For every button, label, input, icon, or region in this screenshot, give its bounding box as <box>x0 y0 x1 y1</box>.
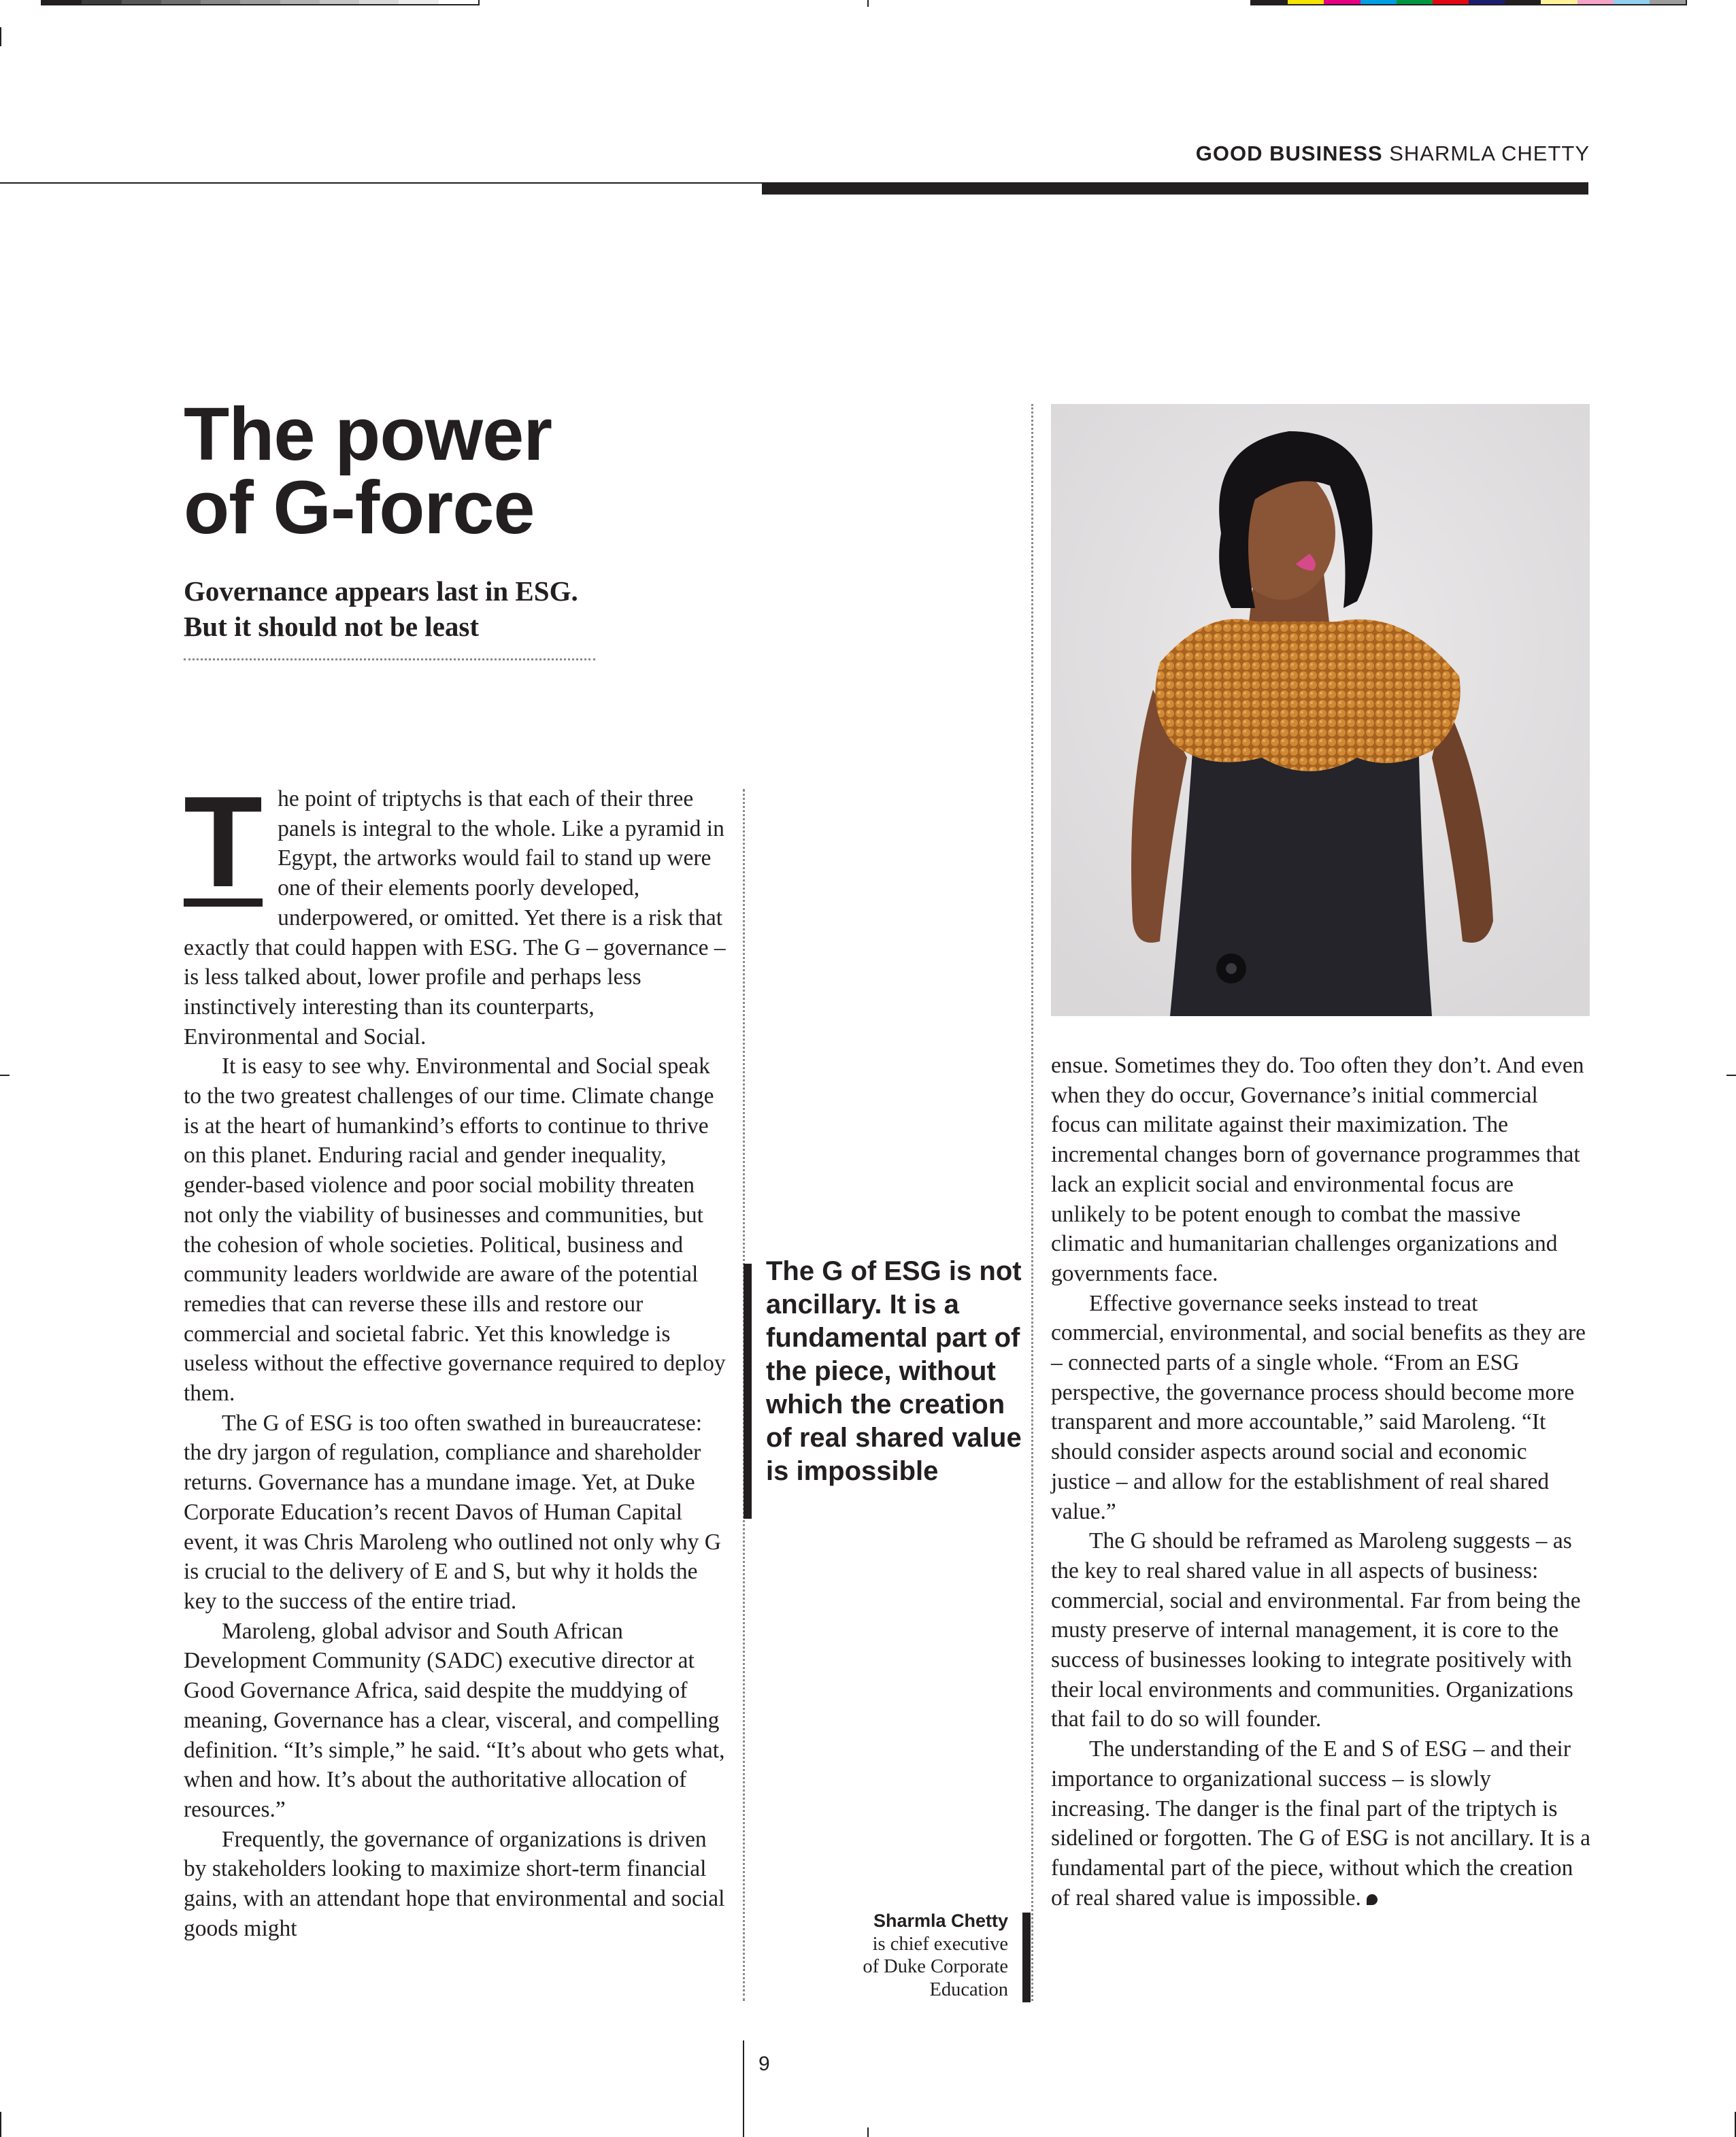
calibration-swatch <box>399 0 438 4</box>
calibration-swatch <box>320 0 359 4</box>
calibration-swatch <box>42 0 82 4</box>
paragraph: It is easy to see why. Environmental and Social speak to the two greatest challenges of our time. Climate change is at the heart of humankind’s efforts to continue to thrive on this planet. Enduring racial and gender inequality, gender-based violence and poor social mobility threaten not only the viability of businesses and communities, but the cohesion of whole societies. Political, business and community leaders worldwide are aware of the potential remedies that can reverse these ills and restore our commercial and societal fabric. Yet this knowledge is useless without the effective governance required to deploy them. <box>184 1054 726 1407</box>
calibration-swatch <box>439 0 478 4</box>
standfirst <box>184 573 619 644</box>
calibration-swatch <box>1324 0 1360 4</box>
paragraph: The G of ESG is too often swathed in bureaucratese: the dry jargon of regulation, compliance and shareholder returns. Governance has a mundane image. Yet, at Duke Corporate Education’s recent Davos of Human Capital event, it was Chris Maroleng who outlined not only why G is crucial to the delivery of E and S, but why it holds the key to the success of the entire triad. <box>184 1410 721 1614</box>
standfirst-dotted-rule <box>184 658 595 660</box>
page-number: 9 <box>758 2053 770 2075</box>
calibration-swatch <box>82 0 121 4</box>
standfirst-line-1: Governance appears last in ESG. <box>184 575 578 607</box>
calibration-swatch <box>280 0 320 4</box>
calibration-swatch <box>1505 0 1541 4</box>
author-bio-name: Sharmla Chetty <box>873 1911 1008 1931</box>
gray-calibration-bar <box>41 0 480 5</box>
crop-mark <box>867 2127 869 2137</box>
column-divider <box>1031 404 1033 2001</box>
calibration-swatch <box>1541 0 1577 4</box>
author-photo <box>1051 404 1590 1016</box>
crop-mark <box>0 27 1 46</box>
author-bio-line: is chief executive <box>872 1933 1008 1955</box>
calibration-swatch <box>1433 0 1469 4</box>
pull-quote-bar <box>744 1264 752 1519</box>
author-bio-line: Education <box>929 1979 1008 2000</box>
headline <box>184 392 796 550</box>
drop-cap: T <box>184 770 263 914</box>
calibration-swatch <box>122 0 161 4</box>
end-mark-icon <box>1367 1894 1378 1905</box>
section-label: GOOD BUSINESS <box>1195 141 1383 165</box>
calibration-swatch <box>1361 0 1397 4</box>
calibration-swatch <box>1578 0 1614 4</box>
calibration-swatch <box>201 0 240 4</box>
header-accent-bar <box>762 184 1588 195</box>
crop-mark <box>0 1075 10 1076</box>
headline-line-2: of G-force <box>184 466 535 550</box>
crop-mark <box>867 0 869 7</box>
calibration-swatch <box>1397 0 1433 4</box>
calibration-swatch <box>240 0 280 4</box>
author-bio-bar <box>1022 1913 1031 2002</box>
portrait-illustration <box>1051 404 1590 1016</box>
calibration-swatch <box>1650 0 1686 4</box>
body-column-left <box>184 770 728 1943</box>
author-bio <box>796 1910 1008 2001</box>
folio-rule <box>743 2040 744 2137</box>
color-calibration-bar <box>1250 0 1687 5</box>
headline-line-1: The power <box>184 392 552 476</box>
calibration-swatch <box>1469 0 1505 4</box>
calibration-swatch <box>1614 0 1650 4</box>
author-bio-line: of Duke Corporate <box>863 1956 1008 1977</box>
paragraph: The G should be reframed as Maroleng suggests – as the key to real shared value in all aspects of business: commercial, social and environmental. Far from being the musty preserve of internal management, it is core to the success of businesses looking to integrate positively with their local environments and communities. Organizations that fail to do so will founder. <box>1051 1528 1581 1732</box>
running-head <box>1196 141 1590 166</box>
closing-paragraph-text: The understanding of the E and S of ESG – and their importance to organizational success – is slowly increasing. The danger is the final part of the triptych is sidelined or forgotten. The G of ESG is not ancillary. It is a fundamental part of the piece, without which the creation of real shared value is impossible. <box>1051 1736 1590 1911</box>
paragraph: ensue. Sometimes they do. Too often they don’t. And even when they do occur, Governance’s initial commercial focus can militate against their maximization. The incremental changes born of governance programmes that lack an explicit social and environmental focus are unlikely to be potent enough to combat the massive climatic and humanitarian challenges organizations and governments face. <box>1051 1053 1584 1286</box>
paragraph: Frequently, the governance of organizations is driven by stakeholders looking to maximize short-term financial gains, with an attendant hope that environmental and social goods might <box>184 1826 725 1941</box>
calibration-swatch <box>359 0 399 4</box>
author-label: SHARMLA CHETTY <box>1389 141 1590 165</box>
calibration-swatch <box>1252 0 1288 4</box>
paragraph: Maroleng, global advisor and South African Development Community (SADC) executive director at Good Governance Africa, said despite the muddying of meaning, Governance has a clear, visceral, and compelling definition. “It’s simple,” he said. “It’s about who gets what, when and how. It’s about the authoritative allocation of resources.” <box>184 1618 725 1822</box>
crop-mark <box>0 2112 1 2137</box>
pull-quote: The G of ESG is not ancillary. It is a fundamental part of the piece, without which the creation of real shared value is impossible <box>766 1256 1022 1486</box>
calibration-swatch <box>161 0 201 4</box>
paragraph: he point of triptychs is that each of their three panels is integral to the whole. Like a pyramid in Egypt, the artworks would fail to stand up were one of their elements poorly developed, underpowered, or omitted. Yet there is a risk that exactly that could happen with ESG. The G – governance – is less talked about, lower profile and perhaps less instinctively interesting than its counterparts, Environmental and Social. <box>184 786 726 1049</box>
paragraph: Effective governance seeks instead to treat commercial, environmental, and social benefits as they are – connected parts of a single whole. “From an ESG perspective, the governance process should become more transparent and more accountable,” said Maroleng. “It should consider aspects around social and economic justice – and allow for the establishment of real shared value.” <box>1051 1290 1586 1524</box>
crop-mark <box>1726 1075 1736 1076</box>
paragraph <box>1051 1734 1592 1913</box>
standfirst-line-2: But it should not be least <box>184 611 480 642</box>
body-column-right <box>1051 1051 1592 1913</box>
calibration-swatch <box>1288 0 1324 4</box>
